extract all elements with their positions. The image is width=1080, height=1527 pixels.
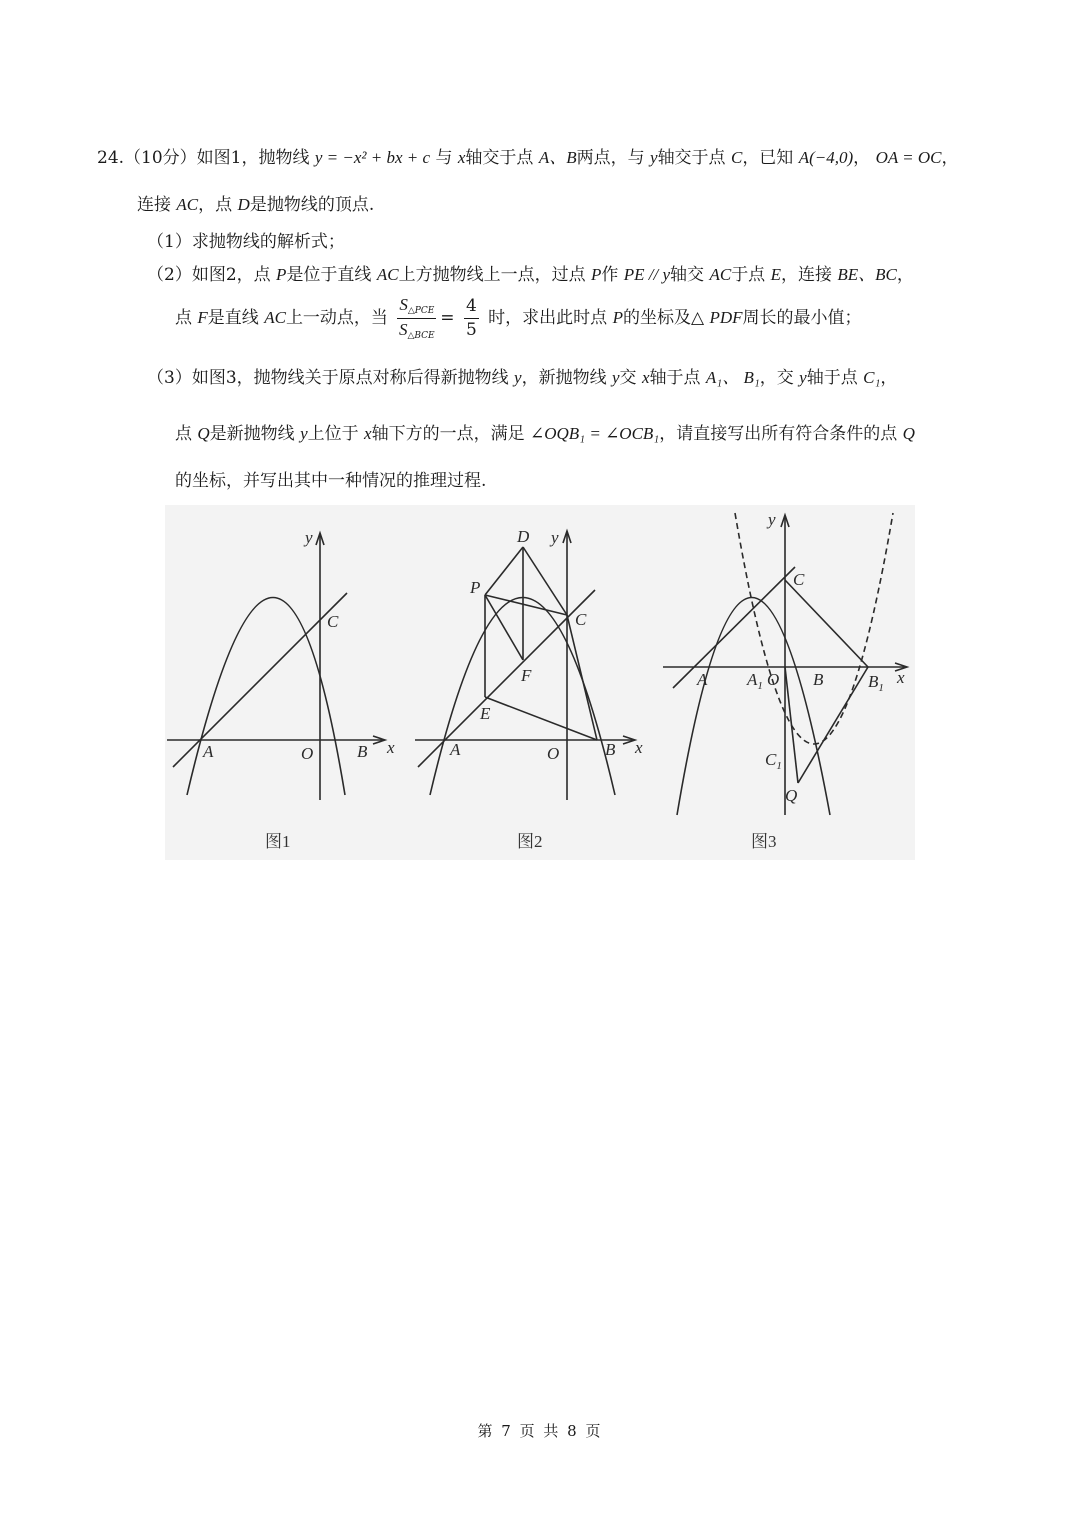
fig2-caption: 图2 — [517, 832, 543, 851]
fig2-label-y: y — [551, 528, 559, 547]
fig2-label-x: x — [635, 738, 643, 757]
fig2-seg-pd — [485, 547, 523, 595]
fig1-caption: 图1 — [265, 832, 291, 851]
ratio-value-fraction: $\frac{4}{5}$ — [465, 296, 477, 340]
fig3-label-c1: $C_1$ — [765, 750, 782, 772]
fig3-label-o: O — [767, 670, 780, 689]
fig2-label-o: O — [547, 744, 560, 763]
part-1: （1）求抛物线的解析式； — [147, 232, 345, 252]
part-3-line-2: 点 Q是新抛物线 y上位于 x轴下方的一点，满足 ∠OQB₁ = ∠OCB₁，请直接写出所有符合条件的点 Q — [175, 424, 915, 444]
fig2-label-d: D — [517, 527, 530, 546]
equation: y = −x² + bx + c — [314, 148, 431, 167]
fig2-label-b: B — [605, 740, 616, 759]
fig2-label-f: F — [521, 666, 532, 685]
fig2-seg-bc — [567, 615, 597, 740]
fig3-seg-qb1 — [798, 667, 868, 783]
fig2-seg-be — [485, 697, 597, 740]
fig3-label-b1: $B_1$ — [868, 672, 884, 694]
problem-line-2: 连接 AC，点 D是抛物线的顶点. — [137, 195, 375, 215]
fig3-label-b: B — [813, 670, 824, 689]
fig3-label-c: C — [793, 570, 805, 589]
fig1-parabola — [187, 598, 345, 796]
fig1-label-a: A — [203, 742, 214, 761]
fig1-label-b: B — [357, 742, 368, 761]
part-2-line-1: （2）如图2，点 P是位于直线 AC上方抛物线上一点，过点 P作 PE // y轴交 AC于点 E，连接 BE、BC， — [147, 265, 914, 285]
part-3-line-3: 的坐标，并写出其中一种情况的推理过程. — [175, 471, 487, 491]
fig2-seg-dc — [523, 547, 567, 615]
fig3-label-a1: $A_1$ — [747, 670, 763, 692]
fig3-parabola — [677, 598, 830, 816]
area-ratio-fraction: $\frac{S_{\triangle PCE}}{S_{\triangle BCE}}$ — [398, 295, 435, 341]
fig2-label-e: E — [480, 704, 491, 723]
figure-3 — [663, 513, 907, 815]
part-3-line-1: （3）如图3，抛物线关于原点对称后得新抛物线 y，新抛物线 y交 x轴于点 A₁、 B₁，交 y轴于点 C₁， — [147, 368, 898, 388]
fig3-label-x: x — [897, 668, 905, 687]
fig1-label-x: x — [387, 738, 395, 757]
fig3-seg-cb1 — [785, 580, 868, 667]
part-2-line-2: 点 F是直线 AC上一动点，当 $\frac{S_{\triangle PCE}}{S_{\triangle BCE}}$ = $\frac{4}{5}$ 时，求出此时点 P的坐标及△ PDF周长的最小值； — [175, 295, 862, 341]
fig1-label-o: O — [301, 744, 314, 763]
fig2-label-p: P — [470, 578, 481, 597]
fig2-label-a: A — [450, 740, 461, 759]
figures-svg — [165, 505, 915, 860]
figure-1 — [167, 533, 385, 800]
fig3-label-y: y — [768, 510, 776, 529]
problem-line-1: 24.（10分）如图1，抛物线 y = −x² + bx + c 与 x轴交于点 A、B两点，与 y轴交于点 C，已知 A(−4,0)， OA = OC， — [97, 148, 959, 168]
fig2-label-c: C — [575, 610, 587, 629]
figures-panel — [165, 505, 915, 860]
fig3-caption: 图3 — [751, 832, 777, 851]
fig3-label-q: Q — [785, 786, 798, 805]
fig1-label-c: C — [327, 612, 339, 631]
fig1-label-y: y — [305, 528, 313, 547]
fig3-new-parabola — [735, 513, 893, 744]
fig3-label-a: A — [697, 670, 708, 689]
page-footer: 第 7 页 共 8 页 — [477, 1422, 603, 1440]
fig3-seg-oq — [785, 667, 798, 783]
